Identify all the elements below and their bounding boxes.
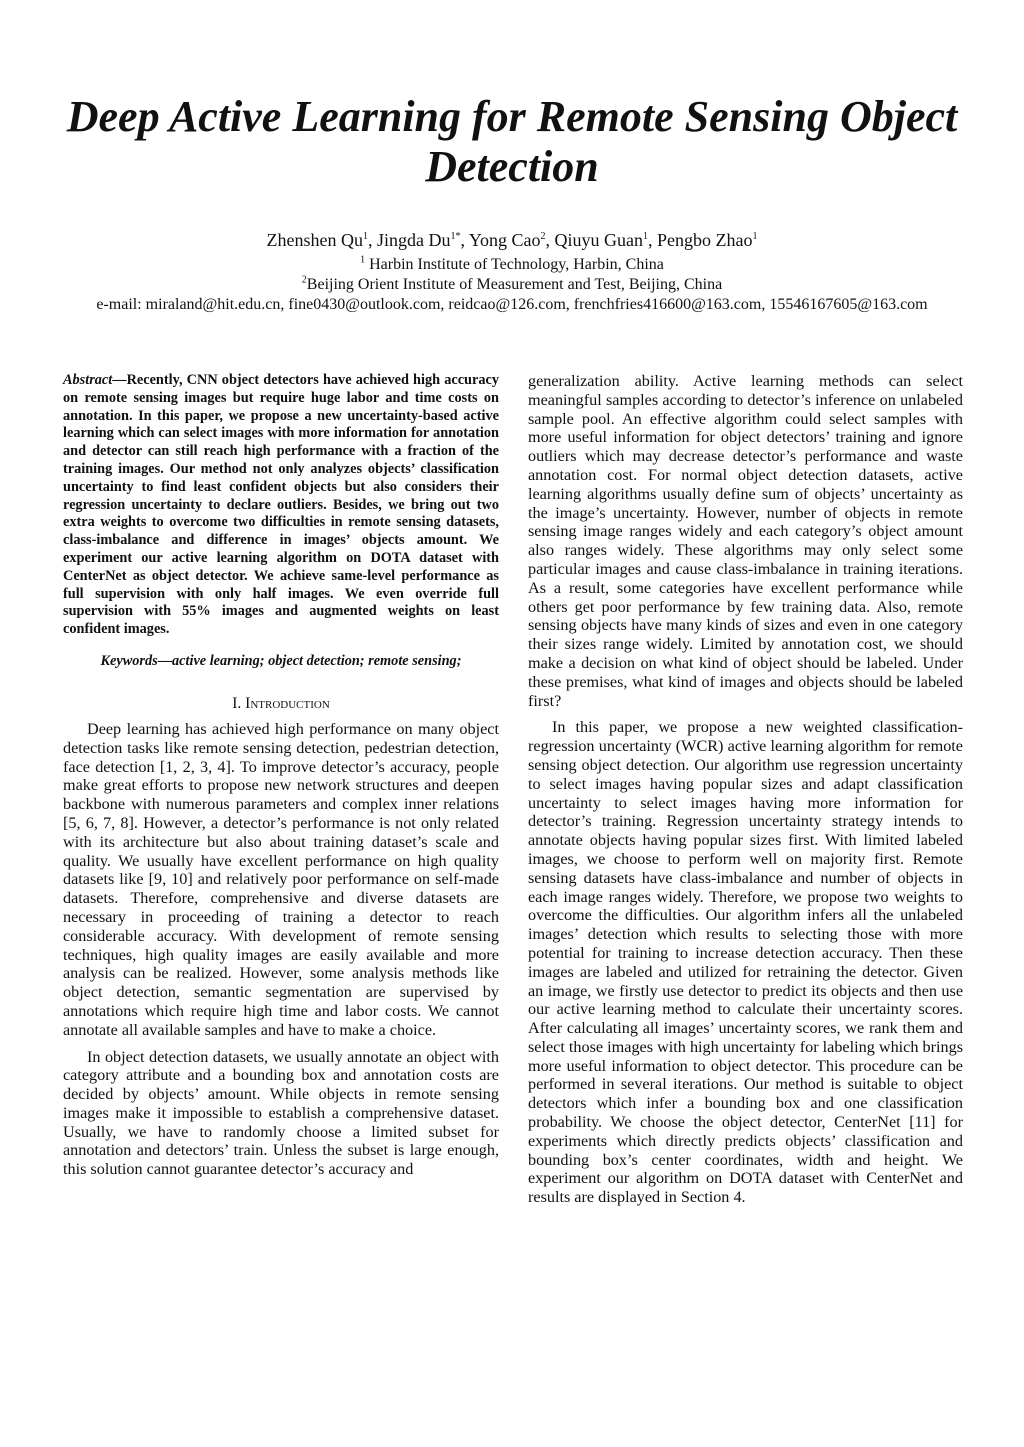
author-affiliation-mark: 1 [362, 231, 368, 242]
abstract-label: Abstract [63, 372, 113, 388]
author-affiliation-mark: 1* [450, 231, 461, 242]
body-paragraph: generalization ability. Active learning methods can select meaningful samples according to detector’s inference on unlabeled sample pool. An effective algorithm could select samples with more useful information for object detectors’ training and ignore outliers which may decrease detector’s performance and waste annotation cost. For normal object detection datasets, active learning algorithms usually define sum of objects’ uncertainty as the image’s uncertainty. However, number of objects in remote sensing image ranges widely and each category’s object amount also ranges widely. These algorithms may only select some particular images and cause class-imbalance in training iterations. As a result, some categories have excellent performance while others get poor performance by few training data. Also, remote sensing objects have many kinds of sizes and even in one category their sizes range widely. Limited by annotation cost, we should make a decision on what kind of object should be labeled. Under these premises, what kind of images and objects should be labeled first? [528, 372, 963, 710]
affiliation-text: Beijing Orient Institute of Measurement and Test, Beijing, China [306, 276, 723, 293]
affiliation-2 [20, 275, 1004, 295]
affiliation-mark: 1 [360, 254, 366, 266]
affiliation-1 [20, 255, 1004, 275]
author-list: Zhenshen Qu$^1$, Jingda $Du^{1*}$, Yong Cao$^2$, Qiuyu Guan$^1$, Pengbo Zhao$^1$ [266, 230, 758, 250]
author-affiliation-mark: 2 [540, 231, 546, 242]
author-name: Qiuyu Guan [554, 230, 644, 250]
affiliation-text: Harbin Institute of Technology, Harbin, China [369, 256, 664, 273]
author-affiliation-mark: 1 [752, 231, 758, 242]
body-paragraph: In this paper, we propose a new weighted classification-regression uncertainty (WCR) active learning algorithm for remote sensing object detection. Our algorithm use regression uncertainty to select images having popular sizes and adapt classification uncertainty to select images having more information for detector’s training. Regression uncertainty strategy intends to annotate objects having popular sizes first. With limited labeled images, we choose to perform well on majority first. Remote sensing datasets have class-imbalance and number of objects in each image ranges widely. Therefore, we propose two weights to overcome the difficulties. Our algorithm infers all the unlabeled images’ detection which results to selecting those with more potential for training to increase detection accuracy. Then these images are labeled and utilized for retraining the detector. Given an image, we firstly use detector to predict its objects and then use our active learning method to calculate their uncertainty scores. After calculating all images’ uncertainty scores, we rank them and select those images with high uncertainty for labeling which brings more useful information to object detector. This procedure can be performed in several iterations. Our method is suitable to object detectors which infer a bounding box and one classification probability. We choose the object detector, CenterNet [11] for experiments which directly predicts objects’ classification and bounding box’s center coordinates, width and height. We experiment our algorithm on DOTA dataset with CenterNet and results are displayed in Section 4. [528, 718, 963, 1207]
email-line: e-mail: miraland@hit.edu.cn, fine0430@outlook.com, reidcao@126.com, frenchfries416600@163.com, 15546167605@163.com [96, 296, 928, 313]
left-column [63, 372, 499, 1179]
body-paragraph: Deep learning has achieved high performance on many object detection tasks like remote sensing detection, pedestrian detection, face detection [1, 2, 3, 4]. To improve detector’s accuracy, people make great efforts to propose new network structures and deepen backbone with numerous parameters and complex inner relations [5, 6, 7, 8]. However, a detector’s performance is not only related with its architecture but also about training dataset’s scale and quality. We usually have excellent performance on high quality datasets like [9, 10] and relatively poor performance on self-made datasets. Therefore, comprehensive and diverse datasets are necessary in proceeding of training a detector to reach considerable accuracy. With development of remote sensing techniques, high quality images are easily available and more analysis can be realized. However, some analysis methods like object detection, semantic segmentation are supervised by annotations which require high time and labor costs. We cannot annotate all available samples and have to make a choice. [63, 719, 499, 1039]
keywords: Keywords—active learning; object detection; remote sensing; [100, 652, 462, 669]
abstract [63, 372, 499, 639]
abstract-text: —Recently, CNN object detectors have achieved high accuracy on remote sensing images but require huge labor and time costs on annotation. In this paper, we propose a new uncertainty-based active learning which can select images with more information for annotation and detector can still reach high performance with a fraction of the training images. Our method not only analyzes objects’ classification uncertainty to find least confident objects but also considers their regression uncertainty to declare outliers. Besides, we bring out two extra weights to overcome two difficulties in remote sensing datasets, class-imbalance and difference in images’ objects amount. We experiment our active learning algorithm on DOTA dataset with CenterNet as object detector. We achieve same-level performance as full supervision with only half images. We even override full supervision with 55% images and augmented weights on least confident images. [63, 372, 499, 638]
section-heading [63, 694, 499, 714]
body-paragraph: In object detection datasets, we usually annotate an object with category attribute and a bounding box and annotation costs are decided by objects’ amount. While objects in remote sensing images make it impossible to establish a comprehensive dataset. Usually, we have to randomly choose a limited subset for annotation and detectors’ train. Unless the subset is large enough, this solution cannot guarantee detector’s accuracy and [63, 1047, 499, 1179]
author-name: Pengbo Zhao [657, 230, 753, 250]
author-affiliation-mark: 1 [643, 231, 649, 242]
author-name: Yong Cao [468, 230, 541, 250]
author-name: Jingda Du [376, 230, 451, 250]
author-name: Zhenshen Qu [266, 230, 363, 250]
paper-title: Deep Active Learning for Remote Sensing Object Detection [66, 92, 958, 191]
affiliation-mark: 2 [301, 274, 307, 286]
section-title: Introduction [245, 694, 330, 712]
right-column [528, 372, 963, 1207]
section-number: I. [232, 694, 242, 712]
